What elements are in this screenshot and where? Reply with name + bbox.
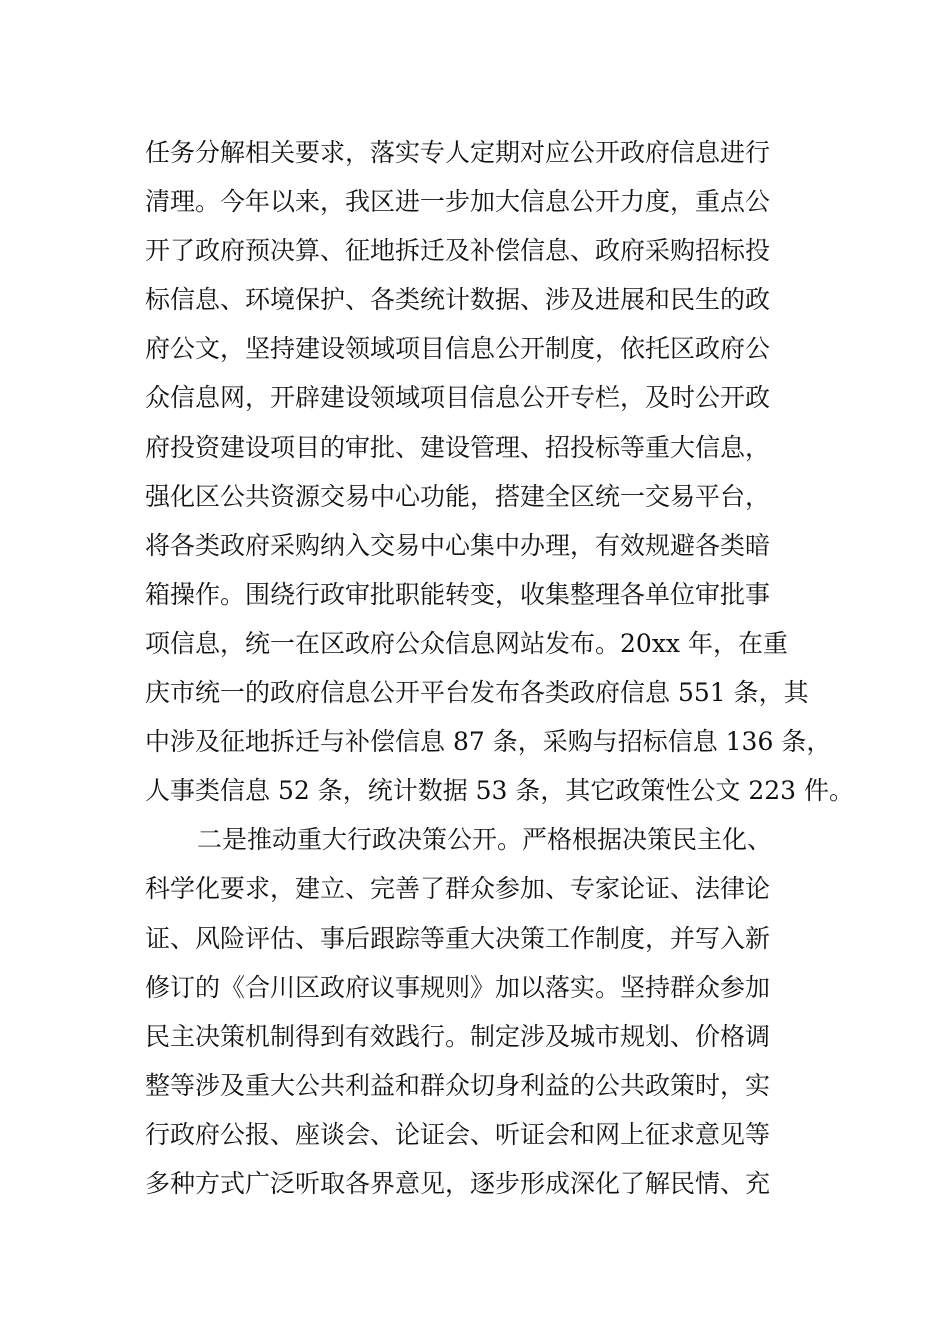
text-line: 将各类政府采购纳入交易中心集中办理，有效规避各类暗 [145, 530, 771, 560]
text-line: 庆市统一的政府信息公开平台发布各类政府信息 551 条，其 [145, 678, 809, 708]
text-line: 清理。今年以来，我区进一步加大信息公开力度，重点公 [145, 187, 771, 217]
text-line: 项信息，统一在区政府公众信息网站发布。20xx 年，在重 [145, 628, 788, 658]
text-line: 府投资建设项目的审批、建设管理、招投标等重大信息， [145, 432, 771, 462]
text-line: 修订的《合川区政府议事规则》加以落实。坚持群众参加 [145, 972, 771, 1002]
text-line: 证、风险评估、事后跟踪等重大决策工作制度，并写入新 [145, 923, 771, 953]
text-line: 强化区公共资源交易中心功能，搭建全区统一交易平台， [145, 481, 771, 511]
text-line: 众信息网，开辟建设领域项目信息公开专栏，及时公开政 [145, 383, 771, 413]
text-line: 人事类信息 52 条，统计数据 53 条，其它政策性公文 223 件。 [145, 776, 855, 806]
text-line: 任务分解相关要求，落实专人定期对应公开政府信息进行 [145, 138, 771, 167]
text-line: 多种方式广泛听取各界意见，逐步形成深化了解民情、充 [145, 1168, 771, 1198]
text-line: 箱操作。围绕行政审批职能转变，收集整理各单位审批事 [145, 579, 771, 609]
text-line: 民主决策机制得到有效践行。制定涉及城市规划、价格调 [145, 1021, 771, 1051]
text-line: 行政府公报、座谈会、论证会、听证会和网上征求意见等 [145, 1119, 771, 1149]
text-line: 中涉及征地拆迁与补偿信息 87 条，采购与招标信息 136 条， [145, 727, 832, 757]
text-line: 开了政府预决算、征地拆迁及补偿信息、政府采购招标投 [145, 236, 771, 266]
text-line: 整等涉及重大公共利益和群众切身利益的公共政策时，实 [145, 1070, 771, 1100]
paragraph-start-line: 二是推动重大行政决策公开。严格根据决策民主化、 [197, 825, 773, 855]
text-line: 科学化要求，建立、完善了群众参加、专家论证、法律论 [145, 874, 771, 904]
text-line: 府公文，坚持建设领域项目信息公开制度，依托区政府公 [145, 334, 771, 364]
text-line: 标信息、环境保护、各类统计数据、涉及进展和民生的政 [145, 285, 771, 315]
body-text [145, 128, 855, 1208]
